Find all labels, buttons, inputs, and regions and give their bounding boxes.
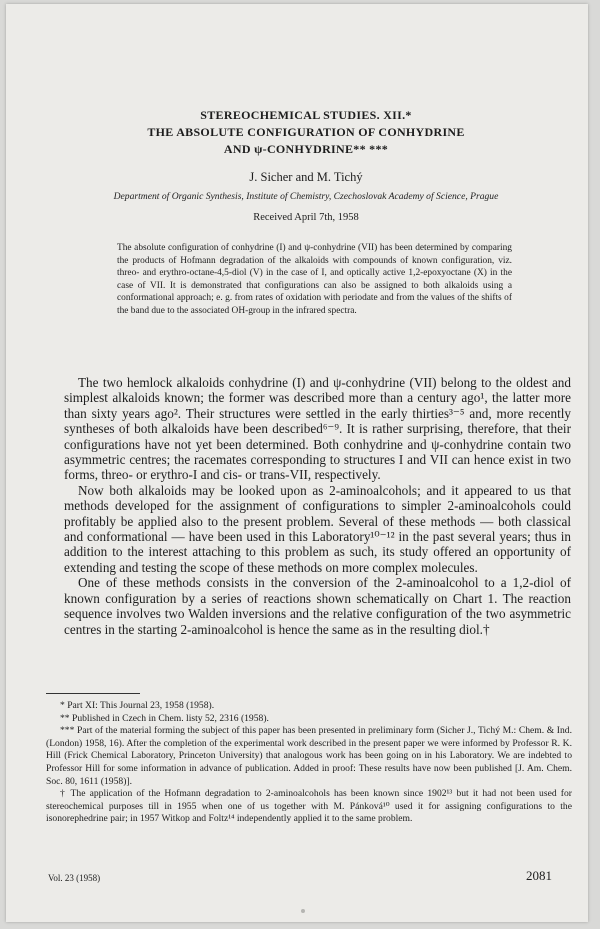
paragraph-3: One of these methods consists in the conversion of the 2-aminoalcohol to a 1,2-diol of known configuration by a series of reactions shown schematically on Chart 1. The reaction sequence involves two Walden inversions and the relative configuration of the two asymmetric centres in the starting 2-aminoalcohol is hence the same as in the resulting diol.†	[64, 575, 571, 637]
article-title	[46, 107, 566, 158]
footnote-1: * Part XI: This Journal 23, 1958 (1958).	[60, 700, 215, 711]
page-number: 2081	[526, 868, 552, 883]
footnote-3: *** Part of the material forming the subject of this paper has been presented in preliminary form (Sicher J., Tichý M.: Chem. & Ind. (London) 1958, 16). After the completion of the experimental work described in the present paper we were informed by Professor R. K. Hill (Frick Chemical Laboratory, Princeton University) that analogous work has been going on in his Laboratory. We are indebted to Professor Hill for some information in advance of publication. Added in proof: These results have now been published [J. Am. Chem. Soc. 80, 1611 (1958)].	[46, 725, 572, 787]
scan-mark	[301, 909, 305, 913]
footnote-4: † The application of the Hofmann degradation to 2-aminoalcohols has been known since 1902¹³ but it had not been used for stereochemical purposes till in 1955 when one of us together with M. Pánková¹⁰ used it for assigning configurations to the isonorephedrine pair; in 1957 Witkop and Foltz¹⁴ independently applied it to the same problem.	[46, 788, 572, 825]
footnotes	[46, 700, 572, 826]
paragraph-1: The two hemlock alkaloids conhydrine (I) and ψ-conhydrine (VII) belong to the oldest and simplest alkaloids known; the former was described more than a century ago¹, the latter more than sixty years ago². Their structures were settled in the early thirties³⁻⁵ and, more recently syntheses of both alkaloids have been described⁶⁻⁹. It is rather surprising, therefore, that their configurations have not yet been determined. Both conhydrine and ψ-conhydrine contain two asymmetric centres; the racemates corresponding to structures I and VII can hence exist in two forms, threo- or erythro-I and cis- or trans-VII, respectively.	[64, 375, 571, 483]
authors: J. Sicher and M. Tichý	[249, 170, 363, 184]
main-text	[64, 375, 571, 637]
title-line-3: AND ψ-CONHYDRINE** ***	[223, 142, 389, 156]
journal-volume: Vol. 23 (1958)	[48, 873, 101, 883]
paragraph-2: Now both alkaloids may be looked upon as 2-aminoalcohols; and it appeared to us that methods developed for the assignment of configurations to simpler 2-aminoalcohols could profitably be applied also to the present problem. Several of these methods — both classical and conformational — have been used in this Laboratory¹⁰⁻¹² in the past several years; thus in addition to the interest attaching to this problem as such, its study offered an opportunity of extending and testing the scope of these methods on more complex molecules.	[64, 482, 571, 575]
title-line-1: STEREOCHEMICAL STUDIES. XII.*	[200, 108, 412, 122]
affiliation: Department of Organic Synthesis, Institute of Chemistry, Czechoslovak Academy of Science, Prague	[113, 191, 499, 202]
footnote-2: ** Published in Czech in Chem. listy 52, 2316 (1958).	[60, 712, 269, 724]
footnote-rule	[46, 693, 140, 694]
title-line-2: THE ABSOLUTE CONFIGURATION OF CONHYDRINE	[147, 125, 465, 139]
abstract: The absolute configuration of conhydrine (I) and ψ-conhydrine (VII) has been determined by comparing the products of Hofmann degradation of the alkaloids with compounds of known configuration, viz. threo- and erythro-octane-4,5-diol (V) in the case of I, and optically active 1,2-epoxyoctane (X) in the case of VII. It is demonstrated that configurations can also be assigned to both alkaloids using a conformational approach; e. g. from rates of oxidation with periodate and from the values of the shifts of the band due to the associated OH-group in the infrared spectra.	[117, 243, 512, 316]
journal-page	[6, 4, 588, 922]
received-date: Received April 7th, 1958	[253, 212, 359, 223]
